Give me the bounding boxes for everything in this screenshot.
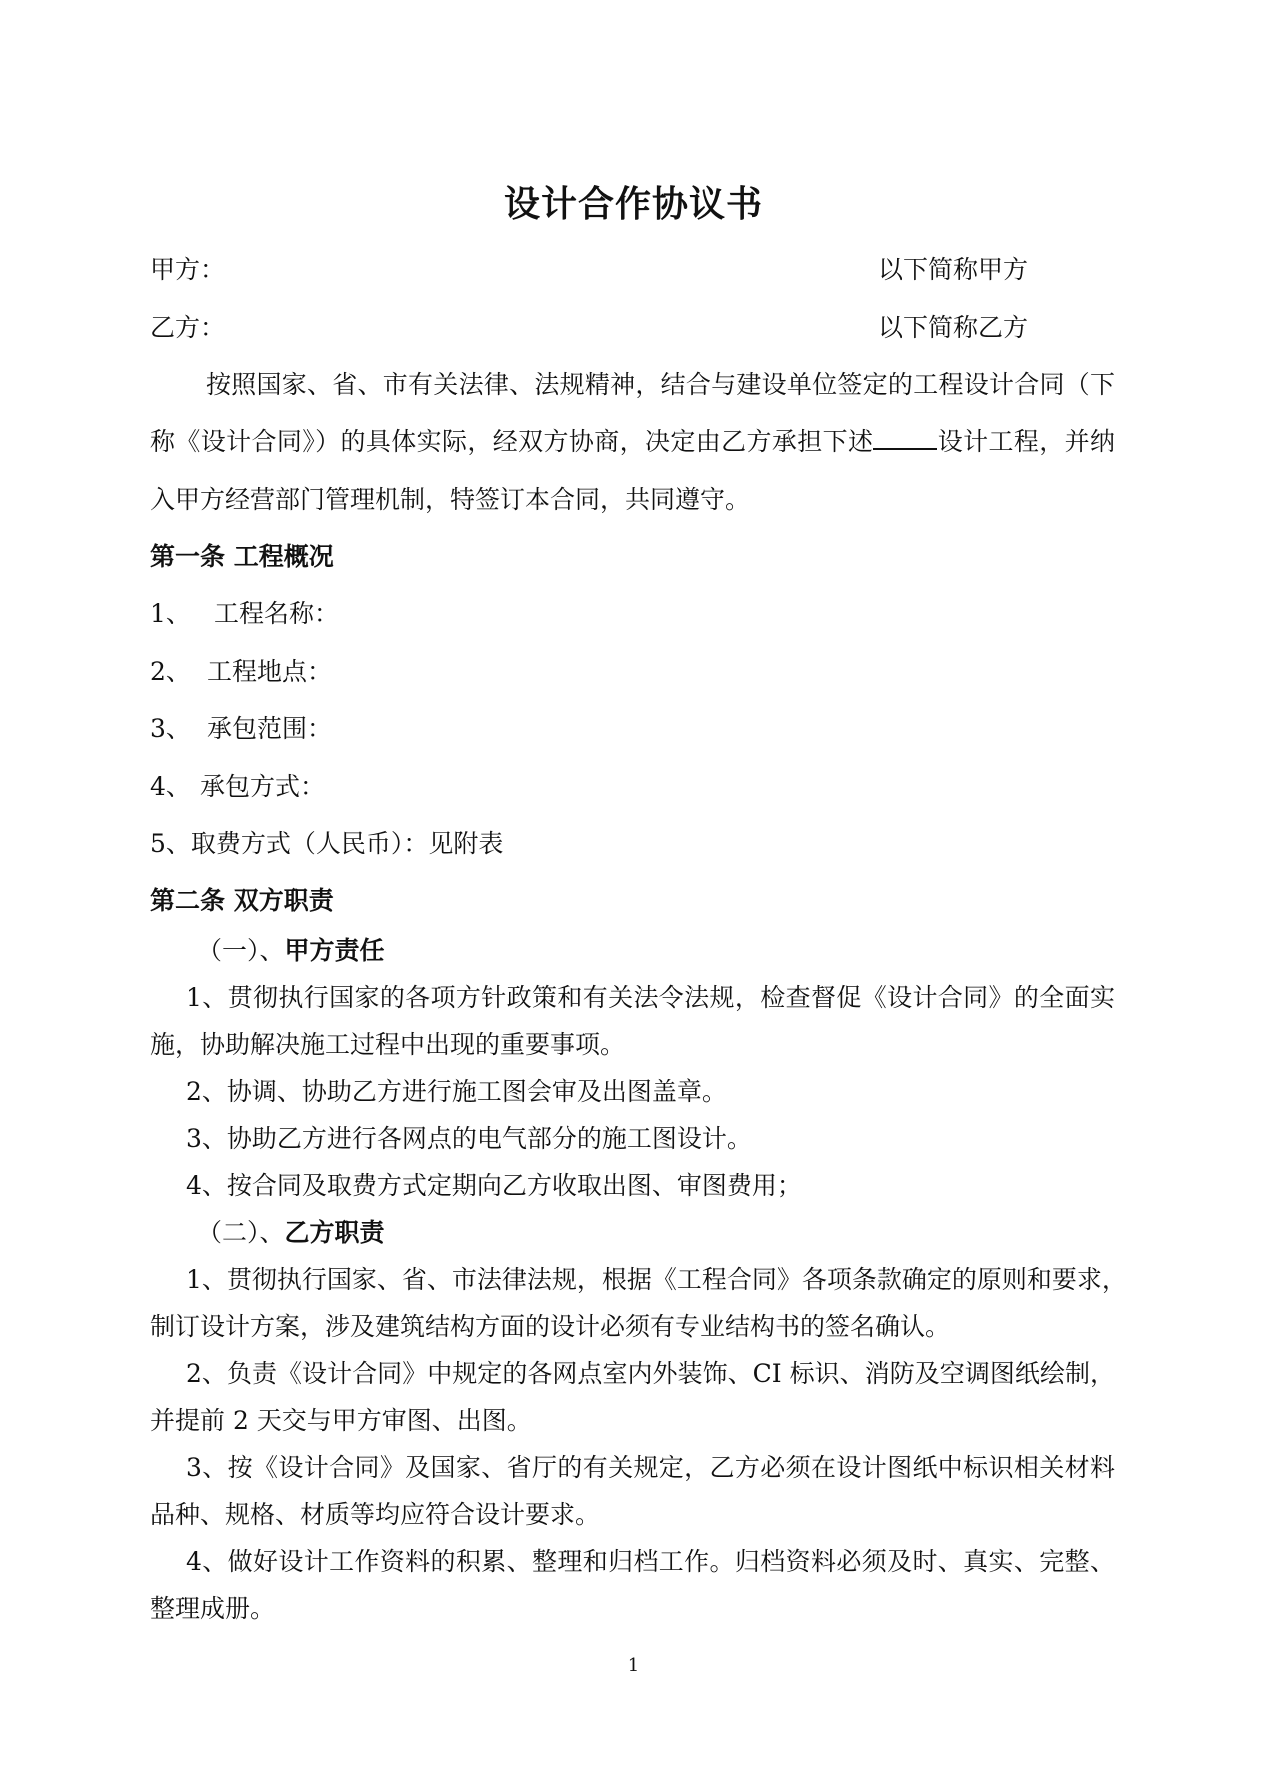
section-b-line-5: 3、按《设计合同》及国家、省厅的有关规定，乙方必须在设计图纸中标识相关材料 bbox=[186, 1453, 1115, 1482]
article-1-item-4-text: 承包方式： bbox=[200, 772, 326, 801]
section-b-line-6: 品种、规格、材质等均应符合设计要求。 bbox=[150, 1500, 601, 1529]
intro-line-2 bbox=[150, 426, 1115, 458]
section-b-line-7: 4、做好设计工作资料的积累、整理和归档工作。归档资料必须及时、真实、完整、 bbox=[186, 1547, 1115, 1576]
article-1-item-2-text: 工程地点： bbox=[207, 657, 333, 686]
section-b-line-2: 制订设计方案，涉及建筑结构方面的设计必须有专业结构书的签名确认。 bbox=[150, 1312, 951, 1341]
section-b-line-1: 1、贯彻执行国家、省、市法律法规，根据《工程合同》各项条款确定的原则和要求， bbox=[186, 1265, 1127, 1294]
article-2-heading: 第二条 双方职责 bbox=[150, 886, 334, 915]
section-a-line-3: 2、协调、协助乙方进行施工图会审及出图盖章。 bbox=[186, 1077, 727, 1106]
party-a-alias: 以下简称甲方 bbox=[878, 255, 1029, 284]
section-a-line-2: 施，协助解决施工过程中出现的重要事项。 bbox=[150, 1030, 626, 1059]
section-b-line-4: 并提前 2 天交与甲方审图、出图。 bbox=[150, 1406, 532, 1435]
article-1-item-1-text: 工程名称： bbox=[214, 599, 340, 628]
party-a-label: 甲方： bbox=[150, 255, 226, 284]
party-b-alias: 以下简称乙方 bbox=[878, 313, 1029, 342]
section-a-line-5: 4、按合同及取费方式定期向乙方收取出图、审图费用； bbox=[186, 1171, 802, 1200]
page-number: 1 bbox=[627, 1655, 640, 1676]
section-b-heading-prefix: （二）、 bbox=[197, 1218, 285, 1247]
intro-line-2-before: 称《设计合同》）的具体实际，经双方协商，决定由乙方承担下述 bbox=[150, 427, 874, 456]
article-1-item-3-num: 3、 bbox=[150, 714, 191, 743]
article-1-heading: 第一条 工程概况 bbox=[150, 542, 334, 571]
section-b-heading bbox=[197, 1217, 385, 1249]
article-1-item-4-num: 4、 bbox=[150, 772, 191, 801]
section-a-line-1: 1、贯彻执行国家的各项方针政策和有关法令法规，检查督促《设计合同》的全面实 bbox=[186, 983, 1115, 1012]
section-b-line-8: 整理成册。 bbox=[150, 1594, 276, 1623]
section-b-heading-text: 乙方职责 bbox=[284, 1218, 385, 1247]
section-a-heading bbox=[197, 935, 385, 967]
section-a-line-4: 3、协助乙方进行各网点的电气部分的施工图设计。 bbox=[186, 1124, 752, 1153]
article-1-item-2-num: 2、 bbox=[150, 657, 191, 686]
section-a-heading-prefix: （一）、 bbox=[197, 936, 285, 965]
article-1-item-3-text: 承包范围： bbox=[207, 714, 333, 743]
intro-line-1: 按照国家、省、市有关法律、法规精神，结合与建设单位签定的工程设计合同（下 bbox=[206, 370, 1115, 399]
intro-line-2-after: 设计工程，并纳 bbox=[937, 427, 1115, 456]
article-1-item-1-num: 1、 bbox=[150, 599, 191, 628]
project-blank bbox=[873, 426, 937, 450]
article-1-item-5: 5、取费方式（人民币）：见附表 bbox=[150, 829, 504, 858]
intro-line-3: 入甲方经营部门管理机制，特签订本合同，共同遵守。 bbox=[150, 485, 751, 514]
party-b-label: 乙方： bbox=[150, 313, 226, 342]
section-a-heading-text: 甲方责任 bbox=[284, 936, 385, 965]
document-title: 设计合作协议书 bbox=[503, 184, 763, 225]
section-b-line-3: 2、负责《设计合同》中规定的各网点室内外装饰、CI 标识、消防及空调图纸绘制， bbox=[186, 1359, 1115, 1388]
